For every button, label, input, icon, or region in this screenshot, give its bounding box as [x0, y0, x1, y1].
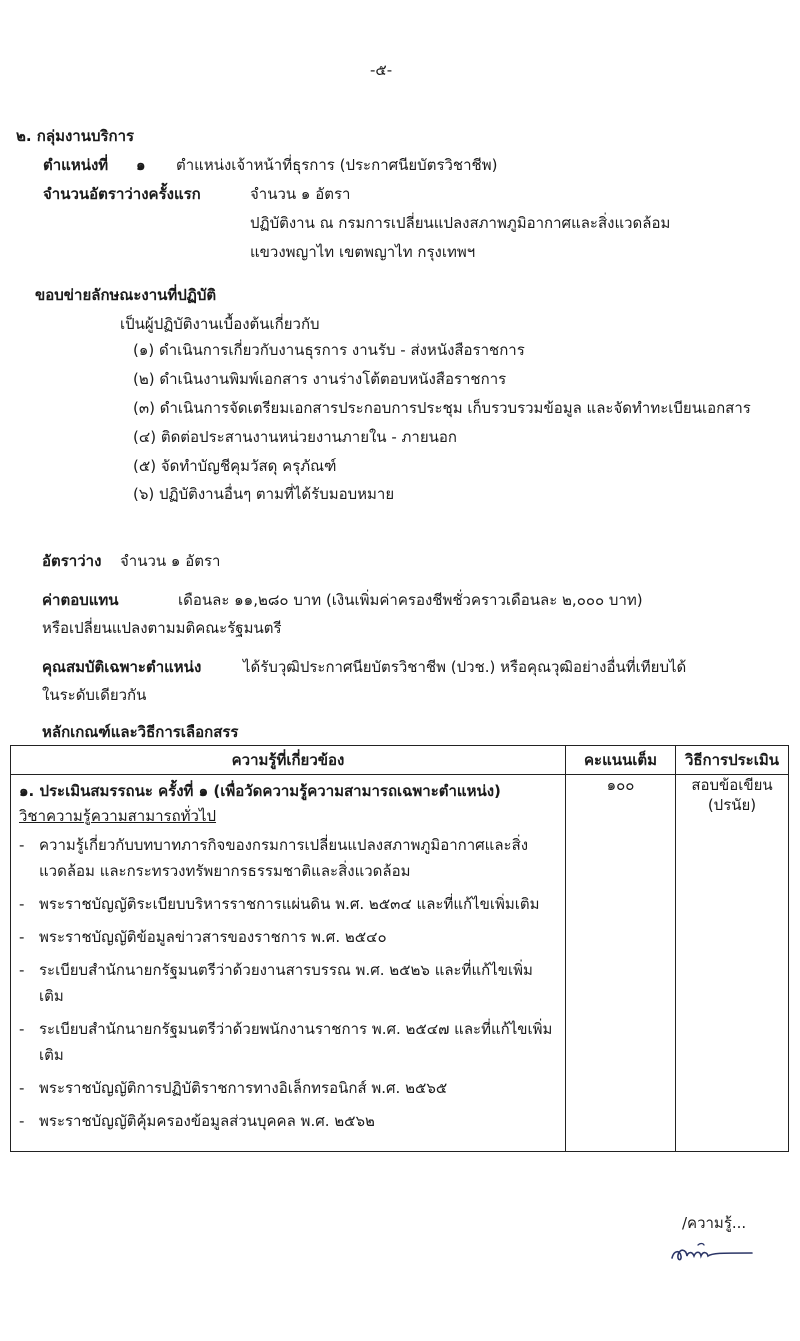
group-heading: ๒. กลุ่มงานบริการ — [16, 127, 135, 145]
compensation-note: หรือเปลี่ยนแปลงตามมติคณะรัฐมนตรี — [42, 619, 282, 637]
qualifications-label: คุณสมบัติเฉพาะตำแหน่ง — [42, 658, 202, 676]
compensation-label: ค่าตอบแทน — [42, 591, 119, 609]
position-number: ๑ — [136, 156, 146, 174]
job-duty-item: (๖) ปฏิบัติงานอื่นๆ ตามที่ได้รับมอบหมาย — [133, 485, 395, 503]
header-knowledge: ความรู้ที่เกี่ยวข้อง — [11, 746, 566, 775]
list-item: - พระราชบัญญัติระเบียบบริหารราชการแผ่นดิน พ.ศ. ๒๕๓๔ และที่แก้ไขเพิ่มเติม — [19, 895, 540, 913]
list-item: - ระเบียบสำนักนายกรัฐมนตรีว่าด้วยพนักงานราชการ พ.ศ. ๒๕๔๗ และที่แก้ไขเพิ่มเติม — [19, 1020, 553, 1064]
job-duty-item: (๕) จัดทำบัญชีคุมวัสดุ ครุภัณฑ์ — [133, 457, 337, 475]
list-item: - พระราชบัญญัติข้อมูลข่าวสารของราชการ พ.ศ. ๒๕๔๐ — [19, 928, 387, 946]
qualifications-value: ได้รับวุฒิประกาศนียบัตรวิชาชีพ (ปวช.) หรือคุณวุฒิอย่างอื่นที่เทียบได้ — [243, 658, 687, 676]
full-score-cell — [566, 775, 676, 1152]
full-score-value: ๑๐๐ — [606, 776, 635, 794]
job-duty-item: (๔) ติดต่อประสานงานหน่วยงานภายใน - ภายนอก — [133, 428, 457, 446]
table-row — [11, 775, 789, 1152]
selection-criteria-table — [10, 745, 789, 1152]
table-header-row — [11, 746, 789, 775]
position-label: ตำแหน่งที่ — [43, 156, 109, 174]
knowledge-list — [19, 832, 557, 1134]
continuation-text: /ความรู้... — [682, 1214, 747, 1232]
header-method: วิธีการประเมิน — [676, 746, 789, 775]
knowledge-item-text: พระราชบัญญัติข้อมูลข่าวสารของราชการ พ.ศ. ๒๕๔๐ — [39, 928, 387, 946]
list-item: - พระราชบัญญัติคุ้มครองข้อมูลส่วนบุคคล พ.ศ. ๒๕๖๒ — [19, 1112, 375, 1130]
list-item: - ระเบียบสำนักนายกรัฐมนตรีว่าด้วยงานสารบรรณ พ.ศ. ๒๕๒๖ และที่แก้ไขเพิ่มเติม — [19, 961, 533, 1005]
list-item: - ความรู้เกี่ยวกับบทบาทภารกิจของกรมการเปลี่ยนแปลงสภาพภูมิอากาศและสิ่งแวดล้อม และกระทรวงทรัพยากรธรรมชาติและสิ่งแวดล้อม — [19, 836, 529, 880]
initials-signature-icon — [668, 1236, 758, 1266]
header-full-score: คะแนนเต็ม — [566, 746, 676, 775]
method-cell — [676, 775, 789, 1152]
knowledge-item-text: ระเบียบสำนักนายกรัฐมนตรีว่าด้วยงานสารบรรณ พ.ศ. ๒๕๒๖ และที่แก้ไขเพิ่มเติม — [39, 961, 533, 1005]
knowledge-item-text: พระราชบัญญัติคุ้มครองข้อมูลส่วนบุคคล พ.ศ. ๒๕๖๒ — [39, 1112, 375, 1130]
qualifications-note: ในระดับเดียวกัน — [42, 686, 147, 704]
page-number: -๕- — [370, 61, 393, 79]
knowledge-item-text: พระราชบัญญัติระเบียบบริหารราชการแผ่นดิน พ.ศ. ๒๕๓๔ และที่แก้ไขเพิ่มเติม — [39, 895, 540, 913]
knowledge-item-text: พระราชบัญญัติการปฏิบัติราชการทางอิเล็กทรอนิกส์ พ.ศ. ๒๕๖๕ — [39, 1079, 448, 1097]
list-item: - พระราชบัญญัติการปฏิบัติราชการทางอิเล็กทรอนิกส์ พ.ศ. ๒๕๖๕ — [19, 1079, 448, 1097]
selection-heading: หลักเกณฑ์และวิธีการเลือกสรร — [42, 723, 239, 741]
knowledge-cell — [11, 775, 566, 1152]
vacancy-value: จำนวน ๑ อัตรา — [120, 552, 221, 570]
location-line-1: ปฏิบัติงาน ณ กรมการเปลี่ยนแปลงสภาพภูมิอากาศและสิ่งแวดล้อม — [250, 214, 671, 232]
job-duty-item: (๓) ดำเนินการจัดเตรียมเอกสารประกอบการประชุม เก็บรวบรวมข้อมูล และจัดทำทะเบียนเอกสาร — [133, 399, 751, 417]
first-vacancy-count: จำนวน ๑ อัตรา — [250, 185, 351, 203]
subject-heading: วิชาความรู้ความสามารถทั่วไป — [19, 807, 217, 825]
vacancy-label: อัตราว่าง — [42, 552, 102, 570]
compensation-value: เดือนละ ๑๑,๒๘๐ บาท (เงินเพิ่มค่าครองชีพชั่วคราวเดือนละ ๒,๐๐๐ บาท) — [178, 591, 643, 609]
job-duty-item: (๒) ดำเนินงานพิมพ์เอกสาร งานร่างโต้ตอบหนังสือราชการ — [133, 370, 507, 388]
job-scope-intro: เป็นผู้ปฏิบัติงานเบื้องต้นเกี่ยวกับ — [120, 315, 320, 333]
first-vacancy-label: จำนวนอัตราว่างครั้งแรก — [43, 185, 201, 203]
job-scope-heading: ขอบข่ายลักษณะงานที่ปฏิบัติ — [35, 286, 217, 304]
knowledge-item-text: ความรู้เกี่ยวกับบทบาทภารกิจของกรมการเปลี่ยนแปลงสภาพภูมิอากาศและสิ่งแวดล้อม และกระทรวงทรัพยากรธรรมชาติและสิ่งแวดล้อม — [39, 836, 529, 880]
method-line-2: (ปรนัย) — [707, 796, 757, 814]
criterion-title: ๑. ประเมินสมรรถนะ ครั้งที่ ๑ (เพื่อวัดความรู้ความสามารถเฉพาะตำแหน่ง) — [19, 782, 501, 800]
job-duty-item: (๑) ดำเนินการเกี่ยวกับงานธุรการ งานรับ - ส่งหนังสือราชการ — [133, 341, 525, 359]
knowledge-item-text: ระเบียบสำนักนายกรัฐมนตรีว่าด้วยพนักงานราชการ พ.ศ. ๒๕๔๗ และที่แก้ไขเพิ่มเติม — [39, 1020, 553, 1064]
method-line-1: สอบข้อเขียน — [691, 776, 773, 794]
position-title: ตำแหน่งเจ้าหน้าที่ธุรการ (ประกาศนียบัตรวิชาชีพ) — [176, 156, 498, 174]
location-line-2: แขวงพญาไท เขตพญาไท กรุงเทพฯ — [250, 243, 476, 261]
